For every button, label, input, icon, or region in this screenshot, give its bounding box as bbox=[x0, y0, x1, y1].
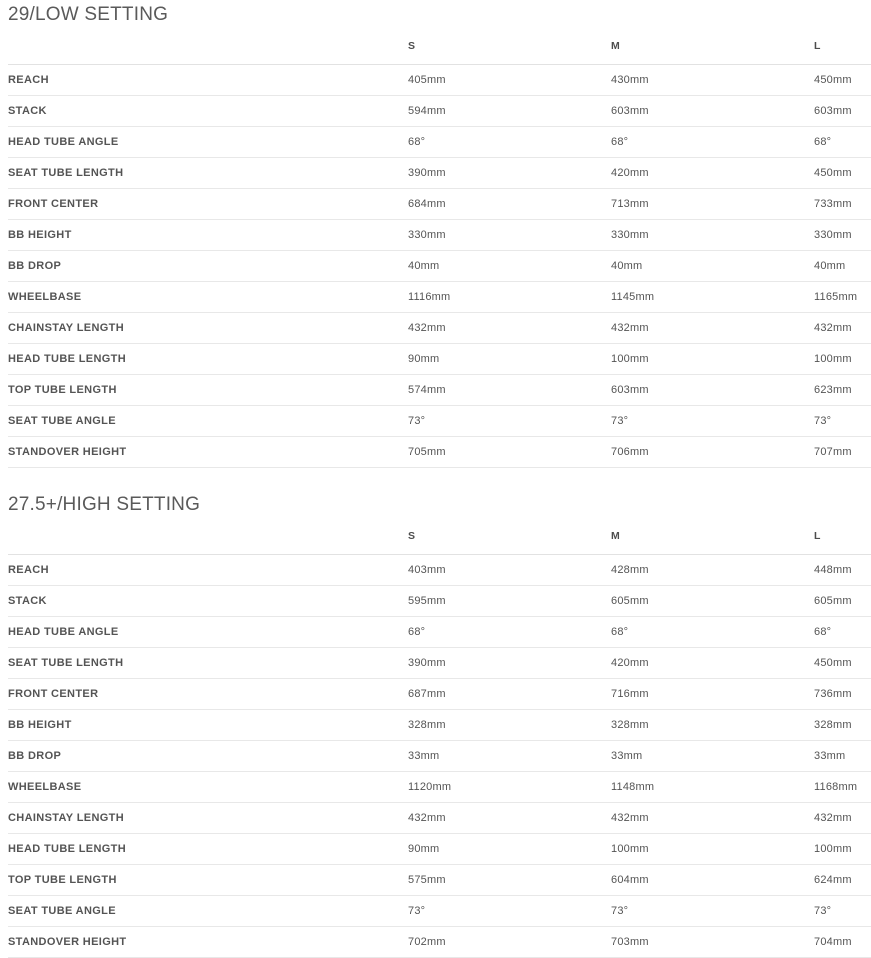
table-row bbox=[8, 158, 871, 189]
table-row bbox=[8, 834, 871, 865]
cell-l: 450mm bbox=[814, 65, 871, 96]
cell-l: 704mm bbox=[814, 927, 871, 958]
table-row bbox=[8, 555, 871, 586]
cell-m: 420mm bbox=[611, 648, 814, 679]
row-label: WHEELBASE bbox=[8, 772, 408, 803]
cell-m: 33mm bbox=[611, 741, 814, 772]
cell-l: 623mm bbox=[814, 375, 871, 406]
cell-s: 432mm bbox=[408, 803, 611, 834]
row-label: FRONT CENTER bbox=[8, 679, 408, 710]
cell-l: 707mm bbox=[814, 437, 871, 468]
table-row bbox=[8, 251, 871, 282]
table-row bbox=[8, 648, 871, 679]
table-row bbox=[8, 220, 871, 251]
cell-l: 450mm bbox=[814, 158, 871, 189]
cell-s: 1116mm bbox=[408, 282, 611, 313]
cell-l: 73° bbox=[814, 406, 871, 437]
row-label: CHAINSTAY LENGTH bbox=[8, 803, 408, 834]
cell-m: 330mm bbox=[611, 220, 814, 251]
row-label: SEAT TUBE LENGTH bbox=[8, 648, 408, 679]
cell-m: 420mm bbox=[611, 158, 814, 189]
cell-m: 100mm bbox=[611, 834, 814, 865]
geometry-table bbox=[8, 40, 871, 468]
cell-m: 328mm bbox=[611, 710, 814, 741]
row-label: STANDOVER HEIGHT bbox=[8, 927, 408, 958]
geometry-section-29-low bbox=[8, 0, 863, 468]
table-row bbox=[8, 586, 871, 617]
table-row bbox=[8, 679, 871, 710]
row-label: STACK bbox=[8, 96, 408, 127]
table-row bbox=[8, 865, 871, 896]
cell-l: 1168mm bbox=[814, 772, 871, 803]
cell-l: 448mm bbox=[814, 555, 871, 586]
table-row bbox=[8, 741, 871, 772]
table-row bbox=[8, 375, 871, 406]
cell-m: 603mm bbox=[611, 375, 814, 406]
table-body bbox=[8, 555, 871, 958]
cell-m: 68° bbox=[611, 127, 814, 158]
row-label: TOP TUBE LENGTH bbox=[8, 375, 408, 406]
column-header-l: L bbox=[814, 530, 871, 555]
cell-l: 73° bbox=[814, 896, 871, 927]
cell-l: 68° bbox=[814, 127, 871, 158]
row-label: BB DROP bbox=[8, 741, 408, 772]
row-label: HEAD TUBE ANGLE bbox=[8, 617, 408, 648]
cell-l: 603mm bbox=[814, 96, 871, 127]
cell-l: 33mm bbox=[814, 741, 871, 772]
cell-s: 73° bbox=[408, 406, 611, 437]
cell-s: 90mm bbox=[408, 834, 611, 865]
table-header bbox=[8, 530, 871, 555]
cell-s: 328mm bbox=[408, 710, 611, 741]
cell-l: 328mm bbox=[814, 710, 871, 741]
row-label: SEAT TUBE ANGLE bbox=[8, 896, 408, 927]
cell-s: 705mm bbox=[408, 437, 611, 468]
column-header-blank bbox=[8, 40, 408, 65]
row-label: WHEELBASE bbox=[8, 282, 408, 313]
cell-l: 1165mm bbox=[814, 282, 871, 313]
cell-l: 40mm bbox=[814, 251, 871, 282]
cell-m: 430mm bbox=[611, 65, 814, 96]
row-label: STACK bbox=[8, 586, 408, 617]
table-header bbox=[8, 40, 871, 65]
cell-l: 100mm bbox=[814, 834, 871, 865]
row-label: STANDOVER HEIGHT bbox=[8, 437, 408, 468]
row-label: SEAT TUBE ANGLE bbox=[8, 406, 408, 437]
cell-m: 703mm bbox=[611, 927, 814, 958]
cell-s: 40mm bbox=[408, 251, 611, 282]
cell-m: 706mm bbox=[611, 437, 814, 468]
geometry-section-275-high bbox=[8, 468, 863, 958]
row-label: BB HEIGHT bbox=[8, 710, 408, 741]
cell-m: 68° bbox=[611, 617, 814, 648]
cell-l: 432mm bbox=[814, 803, 871, 834]
row-label: REACH bbox=[8, 555, 408, 586]
cell-l: 733mm bbox=[814, 189, 871, 220]
column-header-l: L bbox=[814, 40, 871, 65]
header-row bbox=[8, 530, 871, 555]
cell-l: 736mm bbox=[814, 679, 871, 710]
cell-s: 574mm bbox=[408, 375, 611, 406]
cell-s: 390mm bbox=[408, 648, 611, 679]
cell-s: 403mm bbox=[408, 555, 611, 586]
row-label: FRONT CENTER bbox=[8, 189, 408, 220]
cell-s: 594mm bbox=[408, 96, 611, 127]
row-label: HEAD TUBE ANGLE bbox=[8, 127, 408, 158]
row-label: TOP TUBE LENGTH bbox=[8, 865, 408, 896]
row-label: HEAD TUBE LENGTH bbox=[8, 834, 408, 865]
cell-s: 390mm bbox=[408, 158, 611, 189]
cell-m: 40mm bbox=[611, 251, 814, 282]
cell-m: 1145mm bbox=[611, 282, 814, 313]
cell-m: 603mm bbox=[611, 96, 814, 127]
table-row bbox=[8, 96, 871, 127]
column-header-m: M bbox=[611, 530, 814, 555]
table-row bbox=[8, 282, 871, 313]
table-row bbox=[8, 710, 871, 741]
row-label: SEAT TUBE LENGTH bbox=[8, 158, 408, 189]
cell-s: 684mm bbox=[408, 189, 611, 220]
cell-s: 595mm bbox=[408, 586, 611, 617]
geometry-table bbox=[8, 530, 871, 958]
column-header-blank bbox=[8, 530, 408, 555]
cell-s: 405mm bbox=[408, 65, 611, 96]
cell-l: 605mm bbox=[814, 586, 871, 617]
column-header-s: S bbox=[408, 530, 611, 555]
row-label: HEAD TUBE LENGTH bbox=[8, 344, 408, 375]
row-label: REACH bbox=[8, 65, 408, 96]
table-row bbox=[8, 772, 871, 803]
row-label: BB HEIGHT bbox=[8, 220, 408, 251]
cell-s: 575mm bbox=[408, 865, 611, 896]
cell-m: 100mm bbox=[611, 344, 814, 375]
row-label: CHAINSTAY LENGTH bbox=[8, 313, 408, 344]
table-row bbox=[8, 803, 871, 834]
row-label: BB DROP bbox=[8, 251, 408, 282]
cell-s: 687mm bbox=[408, 679, 611, 710]
cell-l: 432mm bbox=[814, 313, 871, 344]
cell-m: 73° bbox=[611, 896, 814, 927]
cell-m: 1148mm bbox=[611, 772, 814, 803]
table-row bbox=[8, 437, 871, 468]
cell-l: 68° bbox=[814, 617, 871, 648]
section-title: 29/LOW SETTING bbox=[8, 4, 169, 25]
cell-s: 330mm bbox=[408, 220, 611, 251]
cell-l: 100mm bbox=[814, 344, 871, 375]
cell-m: 605mm bbox=[611, 586, 814, 617]
header-row bbox=[8, 40, 871, 65]
cell-s: 73° bbox=[408, 896, 611, 927]
cell-s: 33mm bbox=[408, 741, 611, 772]
column-header-m: M bbox=[611, 40, 814, 65]
cell-s: 90mm bbox=[408, 344, 611, 375]
table-row bbox=[8, 896, 871, 927]
table-row bbox=[8, 313, 871, 344]
column-header-s: S bbox=[408, 40, 611, 65]
cell-s: 432mm bbox=[408, 313, 611, 344]
cell-l: 450mm bbox=[814, 648, 871, 679]
table-body bbox=[8, 65, 871, 468]
cell-s: 68° bbox=[408, 127, 611, 158]
cell-s: 702mm bbox=[408, 927, 611, 958]
cell-m: 432mm bbox=[611, 803, 814, 834]
cell-m: 716mm bbox=[611, 679, 814, 710]
cell-m: 713mm bbox=[611, 189, 814, 220]
cell-l: 330mm bbox=[814, 220, 871, 251]
table-row bbox=[8, 617, 871, 648]
cell-m: 432mm bbox=[611, 313, 814, 344]
cell-m: 604mm bbox=[611, 865, 814, 896]
cell-m: 428mm bbox=[611, 555, 814, 586]
table-row bbox=[8, 127, 871, 158]
table-row bbox=[8, 65, 871, 96]
table-row bbox=[8, 927, 871, 958]
cell-s: 1120mm bbox=[408, 772, 611, 803]
table-row bbox=[8, 344, 871, 375]
cell-l: 624mm bbox=[814, 865, 871, 896]
cell-m: 73° bbox=[611, 406, 814, 437]
section-title: 27.5+/HIGH SETTING bbox=[8, 494, 201, 515]
cell-s: 68° bbox=[408, 617, 611, 648]
table-row bbox=[8, 406, 871, 437]
table-row bbox=[8, 189, 871, 220]
